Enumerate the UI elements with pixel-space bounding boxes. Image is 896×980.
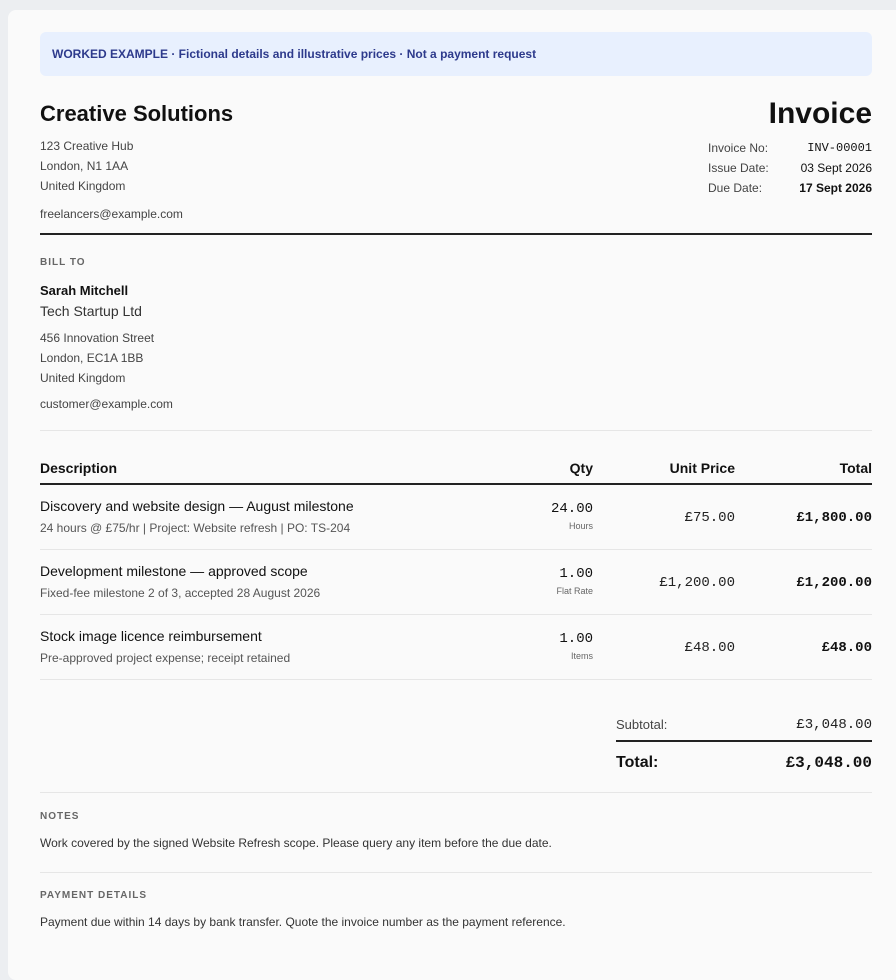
table-header-row <box>40 452 872 484</box>
notes-section <box>40 793 872 873</box>
item-unit-price: £48.00 <box>684 639 735 656</box>
table-row <box>40 484 872 549</box>
client-email[interactable]: customer@example.com <box>40 397 173 411</box>
grand-total-row <box>616 742 872 784</box>
client-company: Tech Startup Ltd <box>40 303 142 319</box>
example-banner <box>40 32 872 76</box>
item-qty-cell <box>480 614 593 679</box>
invoice-meta-block <box>708 97 872 198</box>
item-unit-price: £75.00 <box>684 509 735 526</box>
invoice-number-label: Invoice No: <box>708 141 769 155</box>
header-total: Total <box>735 452 872 484</box>
due-date-row <box>708 178 872 198</box>
invoice-number-value: INV-00001 <box>807 141 872 155</box>
item-qty-unit: Items <box>570 651 593 661</box>
company-name: Creative Solutions <box>40 101 234 126</box>
item-total-cell <box>735 549 872 614</box>
total-label: Total: <box>616 753 659 771</box>
item-title: Stock image licence reimbursement <box>40 628 262 644</box>
item-description-cell <box>40 484 480 549</box>
item-description-cell <box>40 549 480 614</box>
item-total: £1,200.00 <box>796 574 872 591</box>
table-row <box>40 614 872 679</box>
subtotal-row <box>616 710 872 742</box>
client-name: Sarah Mitchell <box>40 283 129 298</box>
item-subtitle: Pre-approved project expense; receipt retained <box>40 651 291 665</box>
client-address-line: United Kingdom <box>40 371 126 385</box>
header-unit-price: Unit Price <box>593 452 735 484</box>
item-qty-unit: Flat Rate <box>556 586 593 596</box>
due-date-value: 17 Sept 2026 <box>799 181 872 195</box>
notes-text: Work covered by the signed Website Refresh scope. Please query any item before the due date. <box>40 835 552 850</box>
item-title: Discovery and website design — August milestone <box>40 498 354 515</box>
item-unit-price-cell <box>593 549 735 614</box>
item-qty-cell <box>480 549 593 614</box>
client-address-line: London, EC1A 1BB <box>40 351 144 365</box>
payment-details-section <box>40 873 872 930</box>
company-address-line: United Kingdom <box>40 179 126 193</box>
payment-details-label: PAYMENT DETAILS <box>40 889 148 901</box>
line-items-table <box>40 452 872 680</box>
item-qty-unit: Hours <box>568 521 593 532</box>
item-qty: 24.00 <box>550 501 593 518</box>
item-qty-cell <box>480 484 593 549</box>
item-qty: 1.00 <box>559 631 593 647</box>
company-address-line: London, N1 1AA <box>40 159 129 173</box>
item-qty: 1.00 <box>559 566 593 582</box>
issue-date-value: 03 Sept 2026 <box>800 161 872 175</box>
subtotal-value: £3,048.00 <box>796 716 872 733</box>
item-subtitle: 24 hours @ £75/hr | Project: Website refresh | PO: TS-204 <box>40 521 351 536</box>
header-description: Description <box>40 452 480 484</box>
table-row <box>40 549 872 614</box>
item-unit-price-cell <box>593 484 735 549</box>
item-total: £48.00 <box>821 639 872 656</box>
item-total-cell <box>735 484 872 549</box>
invoice-page <box>8 10 896 980</box>
bill-to-section <box>40 235 872 431</box>
bill-to-label: BILL TO <box>40 257 86 268</box>
item-title: Development milestone — approved scope <box>40 563 308 579</box>
item-unit-price: £1,200.00 <box>659 574 735 591</box>
item-unit-price-cell <box>593 614 735 679</box>
subtotal-label: Subtotal: <box>616 717 668 732</box>
example-banner-text: WORKED EXAMPLE · Fictional details and illustrative prices · Not a payment request <box>52 47 537 61</box>
item-total: £1,800.00 <box>796 509 872 526</box>
invoice-number-row <box>708 138 872 158</box>
company-address-line: 123 Creative Hub <box>40 139 134 153</box>
invoice-header <box>40 97 872 221</box>
item-subtitle: Fixed-fee milestone 2 of 3, accepted 28 August 2026 <box>40 586 321 600</box>
total-value: £3,048.00 <box>785 753 872 772</box>
invoice-content <box>40 32 872 930</box>
header-qty: Qty <box>480 452 593 484</box>
issue-date-row <box>708 158 872 178</box>
issue-date-label: Issue Date: <box>708 161 769 175</box>
due-date-label: Due Date: <box>708 181 763 195</box>
invoice-title: Invoice <box>768 97 872 130</box>
company-email[interactable]: freelancers@example.com <box>40 207 183 221</box>
totals-block <box>616 710 872 784</box>
invoice-meta <box>708 138 872 198</box>
item-description-cell <box>40 614 480 679</box>
client-address-line: 456 Innovation Street <box>40 331 155 345</box>
payment-details-text: Payment due within 14 days by bank transfer. Quote the invoice number as the payment reference. <box>40 914 566 929</box>
item-total-cell <box>735 614 872 679</box>
client-address <box>40 328 872 388</box>
notes-label: NOTES <box>40 810 80 822</box>
